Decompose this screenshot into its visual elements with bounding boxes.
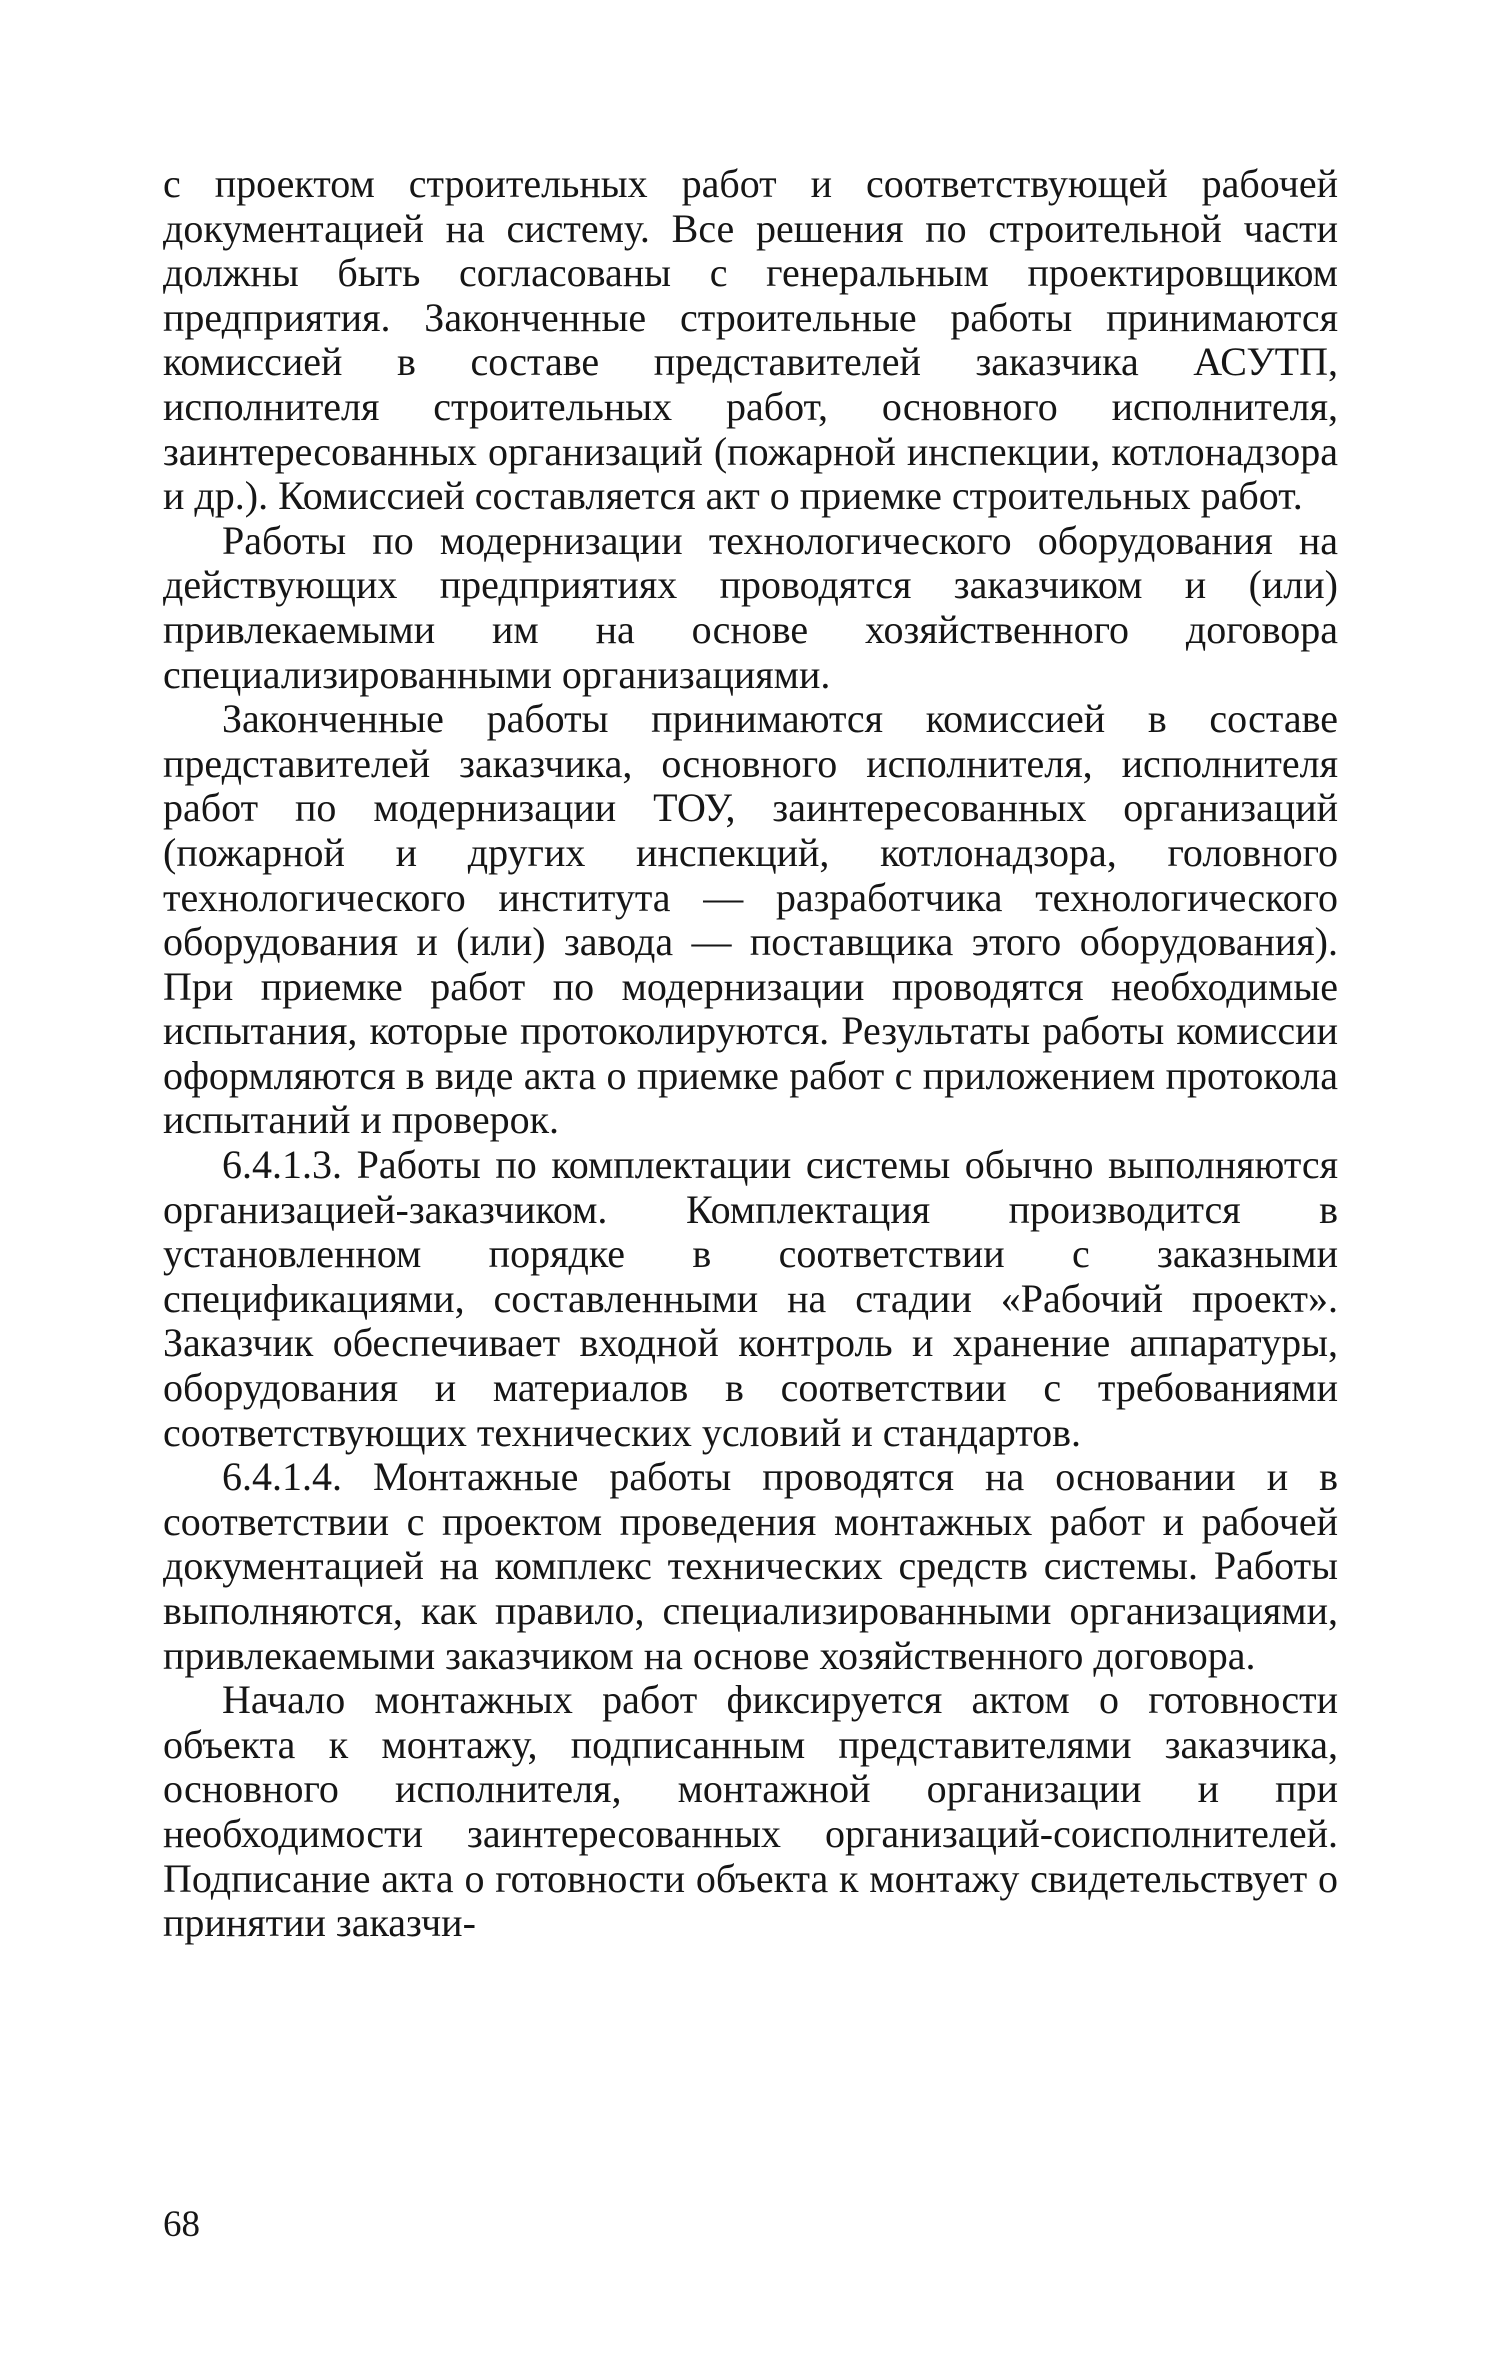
body-text [163,162,1338,1946]
paragraph: Начало монтажных работ фиксируется актом о готовности объекта к монтажу, подписанным представителями заказчика, основного исполнителя, монтажной организации и при необходимости заинтересованных организаций-соисполнителей. Подписание акта о готовности объекта к монтажу свидетельствует о принятии заказчи- [163,1677,1338,1946]
paragraph: 6.4.1.3. Работы по комплектации системы обычно выполняются организацией-заказчиком. Комплектация производится в установленном порядке в соответствии с заказными спецификациями, составленными на стадии «Рабочий проект». Заказчик обеспечивает входной контроль и хранение аппаратуры, оборудования и материалов в соответствии с требованиями соответствующих технических условий и стандартов. [163,1142,1338,1455]
paragraph: с проектом строительных работ и соответствующей рабочей документацией на систему. Все решения по строительной части должны быть согласованы с генеральным проектировщиком предприятия. Законченные строительные работы принимаются комиссией в составе представителей заказчика АСУТП, исполнителя строительных работ, основного исполнителя, заинтересованных организаций (пожарной инспекции, котлонадзора и др.). Комиссией составляется акт о приемке строительных работ. [163,161,1338,519]
paragraph: 6.4.1.4. Монтажные работы проводятся на основании и в соответствии с проектом проведения монтажных работ и рабочей документацией на комплекс технических средств системы. Работы выполняются, как правило, специализированными организациями, привлекаемыми заказчиком на основе хозяйственного договора. [163,1454,1338,1678]
paragraph: Законченные работы принимаются комиссией в составе представителей заказчика, основного исполнителя, исполнителя работ по модернизации ТОУ, заинтересованных организаций (пожарной и других инспекций, котлонадзора, головного технологического института — разработчика технологического оборудования и (или) завода — поставщика этого оборудования). При приемке работ по модернизации проводятся необходимые испытания, которые протоколируются. Результаты работы комиссии оформляются в виде акта о приемке работ с приложением протокола испытаний и проверок. [163,696,1338,1143]
paragraph: Работы по модернизации технологического оборудования на действующих предприятиях проводятся заказчиком и (или) привлекаемыми им на основе хозяйственного договора специализированными организациями. [163,517,1338,697]
page-number: 68 [163,2204,200,2245]
